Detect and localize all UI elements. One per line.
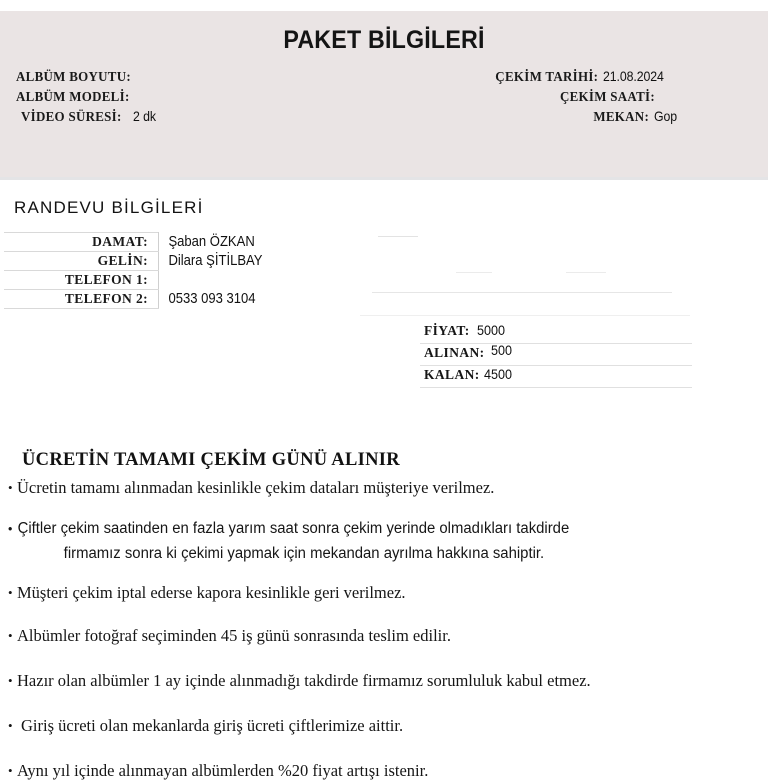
price-value: 500: [490, 342, 512, 358]
price-label: ALINAN:: [424, 345, 485, 360]
terms-item-line1: Çiftler çekim saatinden en fazla yarım saat sonra çekim yerinde olmadıkları takdirde: [17, 520, 570, 537]
page-title: PAKET BİLGİLERİ: [283, 26, 485, 54]
field-label: VİDEO SÜRESİ:: [21, 109, 122, 124]
price-row-kalan: [420, 366, 692, 388]
field-cekim-saati: [400, 88, 700, 105]
terms-item: • Giriş ücreti olan mekanlarda giriş ücreti çiftlerimize aittir.: [8, 715, 760, 736]
row-value-text: Dilara ŞİTİLBAY: [167, 253, 262, 269]
terms-item-line2: firmamız sonra ki çekimi yapmak için mekandan ayrılma hakkına sahiptir.: [63, 545, 545, 562]
price-label: FİYAT:: [424, 323, 470, 338]
row-value: [159, 290, 290, 309]
field-value: Gop: [653, 108, 677, 124]
terms-item: • Albümler fotoğraf seçiminden 45 iş günü sonrasında teslim edilir.: [8, 625, 760, 646]
row-value-text: 0533 093 3104: [167, 291, 256, 307]
ghost-rule: [566, 272, 606, 273]
row-label: DAMAT:: [4, 233, 159, 252]
row-value: [159, 252, 290, 271]
row-value: [159, 271, 290, 290]
ghost-rule: [456, 272, 492, 273]
pricing-block: [420, 322, 692, 388]
appointment-table: [4, 232, 304, 309]
ghost-rule: [372, 292, 672, 293]
field-video-suresi: [16, 108, 346, 125]
field-label: ALBÜM MODELİ:: [16, 89, 130, 104]
section-title-randevu: RANDEVU BİLGİLERİ: [14, 198, 204, 217]
price-label: KALAN:: [424, 367, 480, 382]
row-label: TELEFON 2:: [4, 290, 159, 309]
field-album-boyutu: [16, 68, 346, 85]
table-row: [4, 252, 304, 271]
price-row-fiyat: [420, 322, 692, 344]
row-label: GELİN:: [4, 252, 159, 271]
table-row: [4, 271, 304, 290]
field-label: ÇEKİM TARİHİ:: [494, 69, 598, 84]
row-label: TELEFON 1:: [4, 271, 159, 290]
field-cekim-tarihi: [400, 68, 700, 85]
field-label: ÇEKİM SAATİ:: [559, 89, 655, 104]
field-album-modeli: [16, 88, 346, 105]
field-label: MEKAN:: [593, 109, 649, 124]
field-label: ALBÜM BOYUTU:: [16, 69, 131, 84]
price-row-alinan: [420, 344, 692, 366]
price-value: 5000: [476, 322, 505, 338]
terms-item: [8, 516, 730, 566]
terms-list: [8, 477, 760, 781]
terms-item: • Ücretin tamamı alınmadan kesinlikle çekim dataları müşteriye verilmez.: [8, 477, 760, 498]
table-row: [4, 290, 304, 309]
ghost-rule: [378, 236, 418, 237]
package-info-right: [400, 68, 700, 128]
field-value: 21.08.2024: [602, 68, 664, 84]
package-info-left: [16, 68, 346, 128]
terms-item: • Aynı yıl içinde alınmayan albümlerden %20 fiyat artışı istenir.: [8, 760, 760, 781]
terms-item: • Müşteri çekim iptal ederse kapora kesinlikle geri verilmez.: [8, 582, 760, 603]
terms-heading: ÜCRETİN TAMAMI ÇEKİM GÜNÜ ALINIR: [22, 450, 400, 470]
field-mekan: [400, 108, 700, 125]
ghost-rule: [360, 315, 690, 316]
price-value: 4500: [483, 366, 512, 382]
table-row: [4, 233, 304, 252]
terms-item: • Hazır olan albümler 1 ay içinde alınmadığı takdirde firmamız sorumluluk kabul etmez.: [8, 670, 760, 691]
row-value: [159, 233, 290, 252]
field-value: 2 dk: [132, 108, 156, 124]
row-value-text: Şaban ÖZKAN: [167, 234, 255, 250]
header-band-edge: [0, 177, 768, 180]
